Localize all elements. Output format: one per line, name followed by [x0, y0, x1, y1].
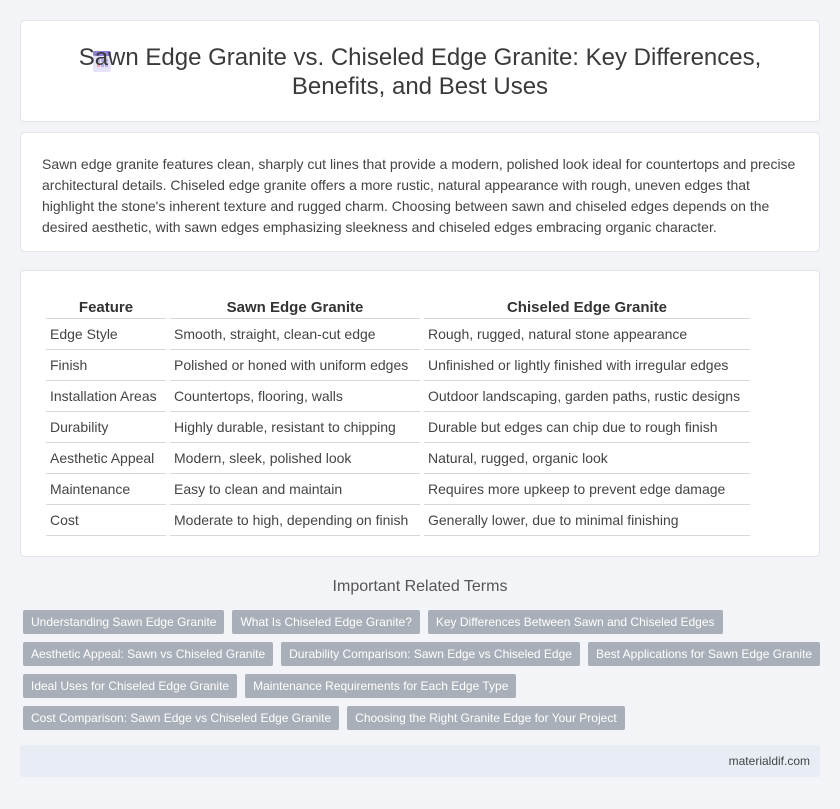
related-tags — [23, 610, 813, 738]
sawn-cell: Smooth, straight, clean-cut edge — [170, 319, 420, 350]
tag-row — [23, 706, 813, 730]
tag-row — [23, 610, 813, 634]
sawn-cell: Highly durable, resistant to chipping — [170, 412, 420, 443]
chiseled-cell: Natural, rugged, organic look — [424, 443, 750, 474]
feature-cell: Installation Areas — [46, 381, 166, 412]
header-card — [20, 20, 820, 122]
related-tag[interactable]: Choosing the Right Granite Edge for Your Project — [347, 706, 625, 730]
header-feature: Feature — [46, 297, 166, 319]
related-tag[interactable]: Ideal Uses for Chiseled Edge Granite — [23, 674, 237, 698]
tag-row — [23, 674, 813, 698]
chiseled-cell: Durable but edges can chip due to rough finish — [424, 412, 750, 443]
intro-card — [20, 132, 820, 252]
sawn-cell: Moderate to high, depending on finish — [170, 505, 420, 536]
footer-site[interactable]: materialdif.com — [728, 754, 810, 768]
feature-cell: Aesthetic Appeal — [46, 443, 166, 474]
related-tag[interactable]: Aesthetic Appeal: Sawn vs Chiseled Granite — [23, 642, 273, 666]
chiseled-cell: Generally lower, due to minimal finishing — [424, 505, 750, 536]
sawn-cell: Countertops, flooring, walls — [170, 381, 420, 412]
footer — [20, 745, 820, 777]
sawn-cell: Modern, sleek, polished look — [170, 443, 420, 474]
chiseled-cell: Outdoor landscaping, garden paths, rustic designs — [424, 381, 750, 412]
chiseled-cell: Requires more upkeep to prevent edge damage — [424, 474, 750, 505]
feature-cell: Durability — [46, 412, 166, 443]
related-terms-heading: Important Related Terms — [332, 578, 508, 595]
sawn-cell: Polished or honed with uniform edges — [170, 350, 420, 381]
header-sawn: Sawn Edge Granite — [170, 297, 420, 319]
table-header-row — [46, 297, 750, 319]
table-row — [46, 505, 750, 536]
tag-row — [23, 642, 813, 666]
comparison-table — [42, 297, 754, 536]
table-row — [46, 443, 750, 474]
feature-cell: Edge Style — [46, 319, 166, 350]
header-chiseled: Chiseled Edge Granite — [424, 297, 750, 319]
table-row — [46, 319, 750, 350]
related-tag[interactable]: Maintenance Requirements for Each Edge Type — [245, 674, 516, 698]
chiseled-cell: Rough, rugged, natural stone appearance — [424, 319, 750, 350]
related-tag[interactable]: Best Applications for Sawn Edge Granite — [588, 642, 820, 666]
page-title: Sawn Edge Granite vs. Chiseled Edge Granite: Key Differences, Benefits, and Best Uses — [78, 44, 762, 100]
intro-paragraph: Sawn edge granite features clean, sharply cut lines that provide a modern, polished look ideal for countertops and precise architectural details. Chiseled edge granite offers a more rustic, natural appearance with rough, uneven edges that highlight the stone's inherent texture and rugged charm. Choosing between sawn and chiseled edges depends on the desired aesthetic, with sawn edges emphasizing sleekness and chiseled edges embracing organic character. — [42, 156, 796, 235]
related-tag[interactable]: Key Differences Between Sawn and Chiseled Edges — [428, 610, 723, 634]
related-tag[interactable]: Durability Comparison: Sawn Edge vs Chiseled Edge — [281, 642, 580, 666]
table-row — [46, 474, 750, 505]
table-row — [46, 381, 750, 412]
feature-cell: Finish — [46, 350, 166, 381]
table-row — [46, 412, 750, 443]
table-row — [46, 350, 750, 381]
sawn-cell: Easy to clean and maintain — [170, 474, 420, 505]
comparison-card — [20, 270, 820, 557]
chiseled-cell: Unfinished or lightly finished with irregular edges — [424, 350, 750, 381]
feature-cell: Maintenance — [46, 474, 166, 505]
related-tag[interactable]: What Is Chiseled Edge Granite? — [232, 610, 419, 634]
feature-cell: Cost — [46, 505, 166, 536]
related-tag[interactable]: Cost Comparison: Sawn Edge vs Chiseled Edge Granite — [23, 706, 339, 730]
related-tag[interactable]: Understanding Sawn Edge Granite — [23, 610, 224, 634]
